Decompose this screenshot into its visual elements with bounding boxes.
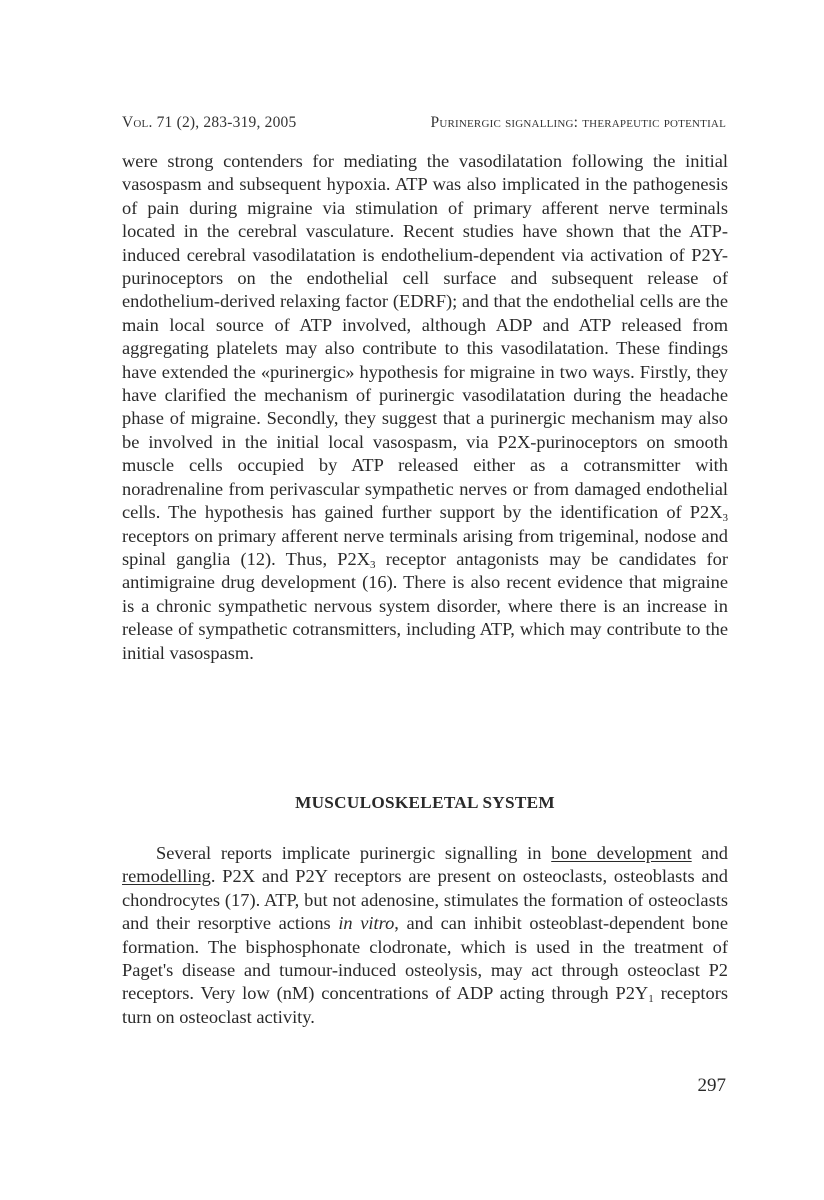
section-heading: MUSCULOSKELETAL SYSTEM (295, 793, 555, 812)
link-remodelling[interactable]: remodelling (122, 866, 211, 887)
running-head (122, 114, 726, 132)
link-bone-development[interactable]: bone development (551, 843, 692, 863)
body-paragraph-1 (122, 150, 728, 665)
page-number: 297 (697, 1075, 726, 1096)
running-title: Purinergic signalling: therapeutic potential (430, 114, 726, 131)
italic-in-vitro: in vitro (338, 913, 395, 934)
paragraph-text: were strong contenders for mediating the vasodilatation following the initial vasospasm and subsequent hypoxia. ATP was also implicated in the pathogenesis of pain during migraine via stimulation of primary afferent nerve terminals located in the cerebral vasculature. Recent studies have shown that the ATP-induced cerebral vasodilatation is endothelium-dependent via activation of P2Y-purinoceptors on the endothelial cell surface and subsequent release of endothelium-derived relaxing factor (EDRF); and that the endothelial cells are the main local source of ATP involved, although ADP and ATP released from aggregating platelets may also contribute to this vasodilatation. These findings have extended the «purinergic» hypothesis for migraine in two ways. Firstly, they have clarified the mechanism of purinergic vasodilatation during the headache phase of migraine. Secondly, they suggest that a purinergic mechanism may also be involved in the initial local vasospasm, via P2X-purinoceptors on smooth muscle cells occupied by ATP released either as a cotransmitter with noradrenaline from perivascular sympathetic nerves or from damaged endothelial cells. The hypothesis has gained further support by the identification of $P2X_3$ receptors on primary afferent nerve terminals arising from trigeminal, nodose and spinal ganglia (12). Thus, $P2X_3$ receptor antagonists may be candidates for antimigraine drug development (16). There is also recent evidence that migraine is a chronic sympathetic nervous system disorder, where there is an increase in release of sympathetic cotransmitters, including ATP, which may contribute to the initial vasospasm. (122, 151, 728, 663)
journal-citation: Vol. 71 (2), 283-319, 2005 (122, 114, 297, 131)
body-paragraph-2: Several reports implicate purinergic signalling in bone development and remodelling. P2X and P2Y receptors are present on osteoclasts, osteoblasts and chondrocytes (17). ATP, but not adenosine, stimulates the formation of osteoclasts and their resorptive actions in vitro, and can inhibit osteoblast-dependent bone formation. The bisphosphonate clodronate, which is used in the treatment of Paget's disease and tumour-induced osteolysis, may act through osteoclast P2 receptors. Very low (nM) concentrations of ADP acting through $P2Y_1$ receptors turn on osteoclast activity. (122, 843, 728, 1027)
